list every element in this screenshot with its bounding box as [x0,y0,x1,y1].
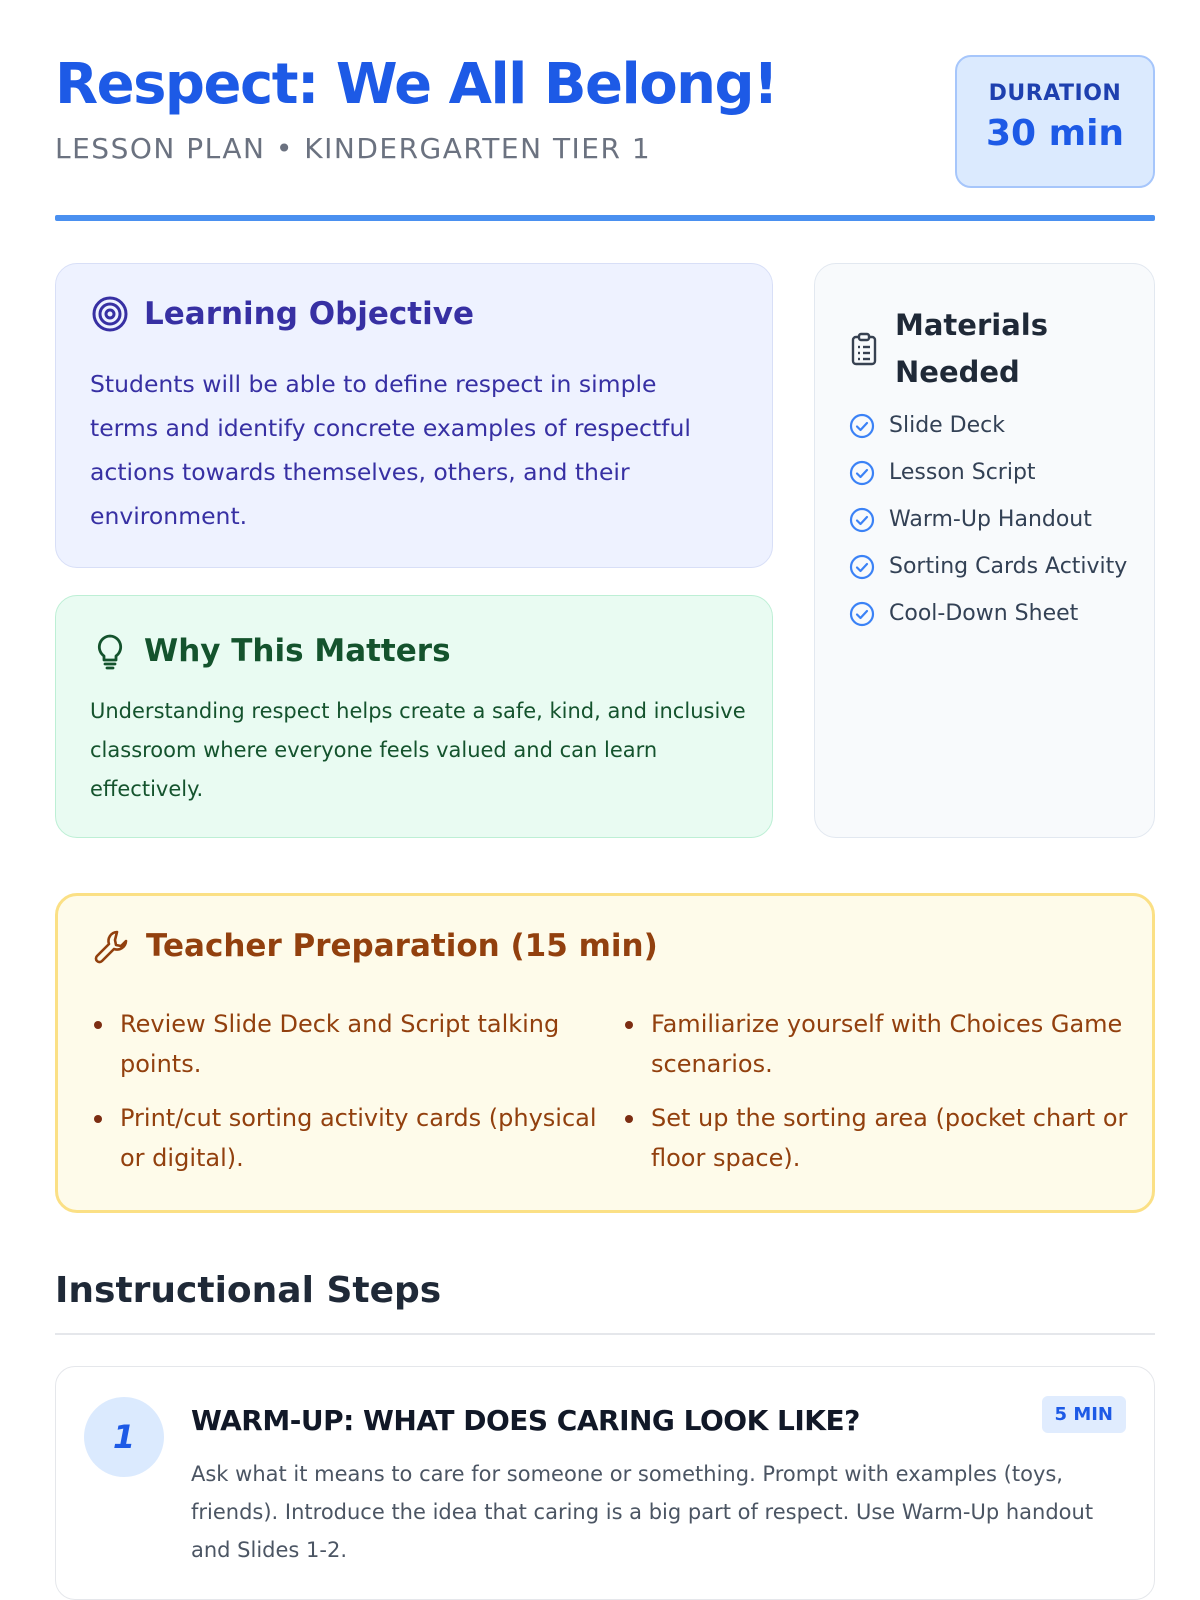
why-matters-card [55,595,773,838]
why-text: Understanding respect helps create a safe, kind, and inclusive classroom where everyone feels valued and can learn effectively. [90,699,746,801]
check-circle-icon [849,554,875,580]
list-item [849,550,1139,584]
list-item [849,456,1139,490]
check-circle-icon [849,507,875,533]
prep-title: Teacher Preparation (15 min) [146,928,658,964]
step-number: 1 [84,1397,164,1477]
wrench-icon [92,926,132,966]
material-label: Slide Deck [889,413,1005,438]
target-icon [90,294,130,334]
step-card [55,1366,1155,1600]
check-circle-icon [849,601,875,627]
material-label: Warm-Up Handout [889,507,1092,532]
lightbulb-icon [90,631,130,671]
list-item [849,597,1139,631]
step-text: Ask what it means to care for someone or something. Prompt with examples (toys, friends). Introduce the idea that caring is a big part of respect. Use Warm-Up handout and Slides 1-2. [191,1462,1094,1562]
prep-list [92,1004,1128,1178]
step-duration-badge: 5 MIN [1042,1396,1126,1433]
list-item [849,409,1139,443]
check-circle-icon [849,413,875,439]
steps-divider [55,1333,1155,1335]
duration-label: DURATION [988,81,1122,106]
list-item: Familiarize yourself with Choices Game scenarios. [623,1004,1128,1084]
step-title: WARM-UP: WHAT DOES CARING LOOK LIKE? [191,1404,860,1437]
list-item: Print/cut sorting activity cards (physical or digital). [92,1098,597,1178]
learning-objective-card [55,263,773,568]
duration-badge [955,55,1155,188]
materials-title: Materials Needed [895,308,1048,389]
materials-card [814,263,1155,838]
clipboard-icon [849,332,879,366]
list-item: Review Slide Deck and Script talking points. [92,1004,597,1084]
page-title: Respect: We All Belong! [55,52,778,117]
list-item [849,503,1139,537]
objective-title: Learning Objective [144,296,474,332]
why-title: Why This Matters [144,633,451,669]
lesson-header [55,52,1155,222]
duration-value: 30 min [985,113,1125,154]
header-divider [55,215,1155,221]
check-circle-icon [849,460,875,486]
objective-text: Students will be able to define respect in simple terms and identify concrete examples of respectful actions towards themselves, others, and their environment. [90,370,691,530]
teacher-prep-card [55,893,1155,1213]
material-label: Lesson Script [889,460,1036,485]
list-item: Set up the sorting area (pocket chart or floor space). [623,1098,1128,1178]
material-label: Sorting Cards Activity [889,554,1128,579]
materials-list [849,409,1139,644]
material-label: Cool-Down Sheet [889,601,1079,626]
steps-heading: Instructional Steps [55,1270,442,1311]
page-subtitle: LESSON PLAN • KINDERGARTEN TIER 1 [55,132,652,165]
